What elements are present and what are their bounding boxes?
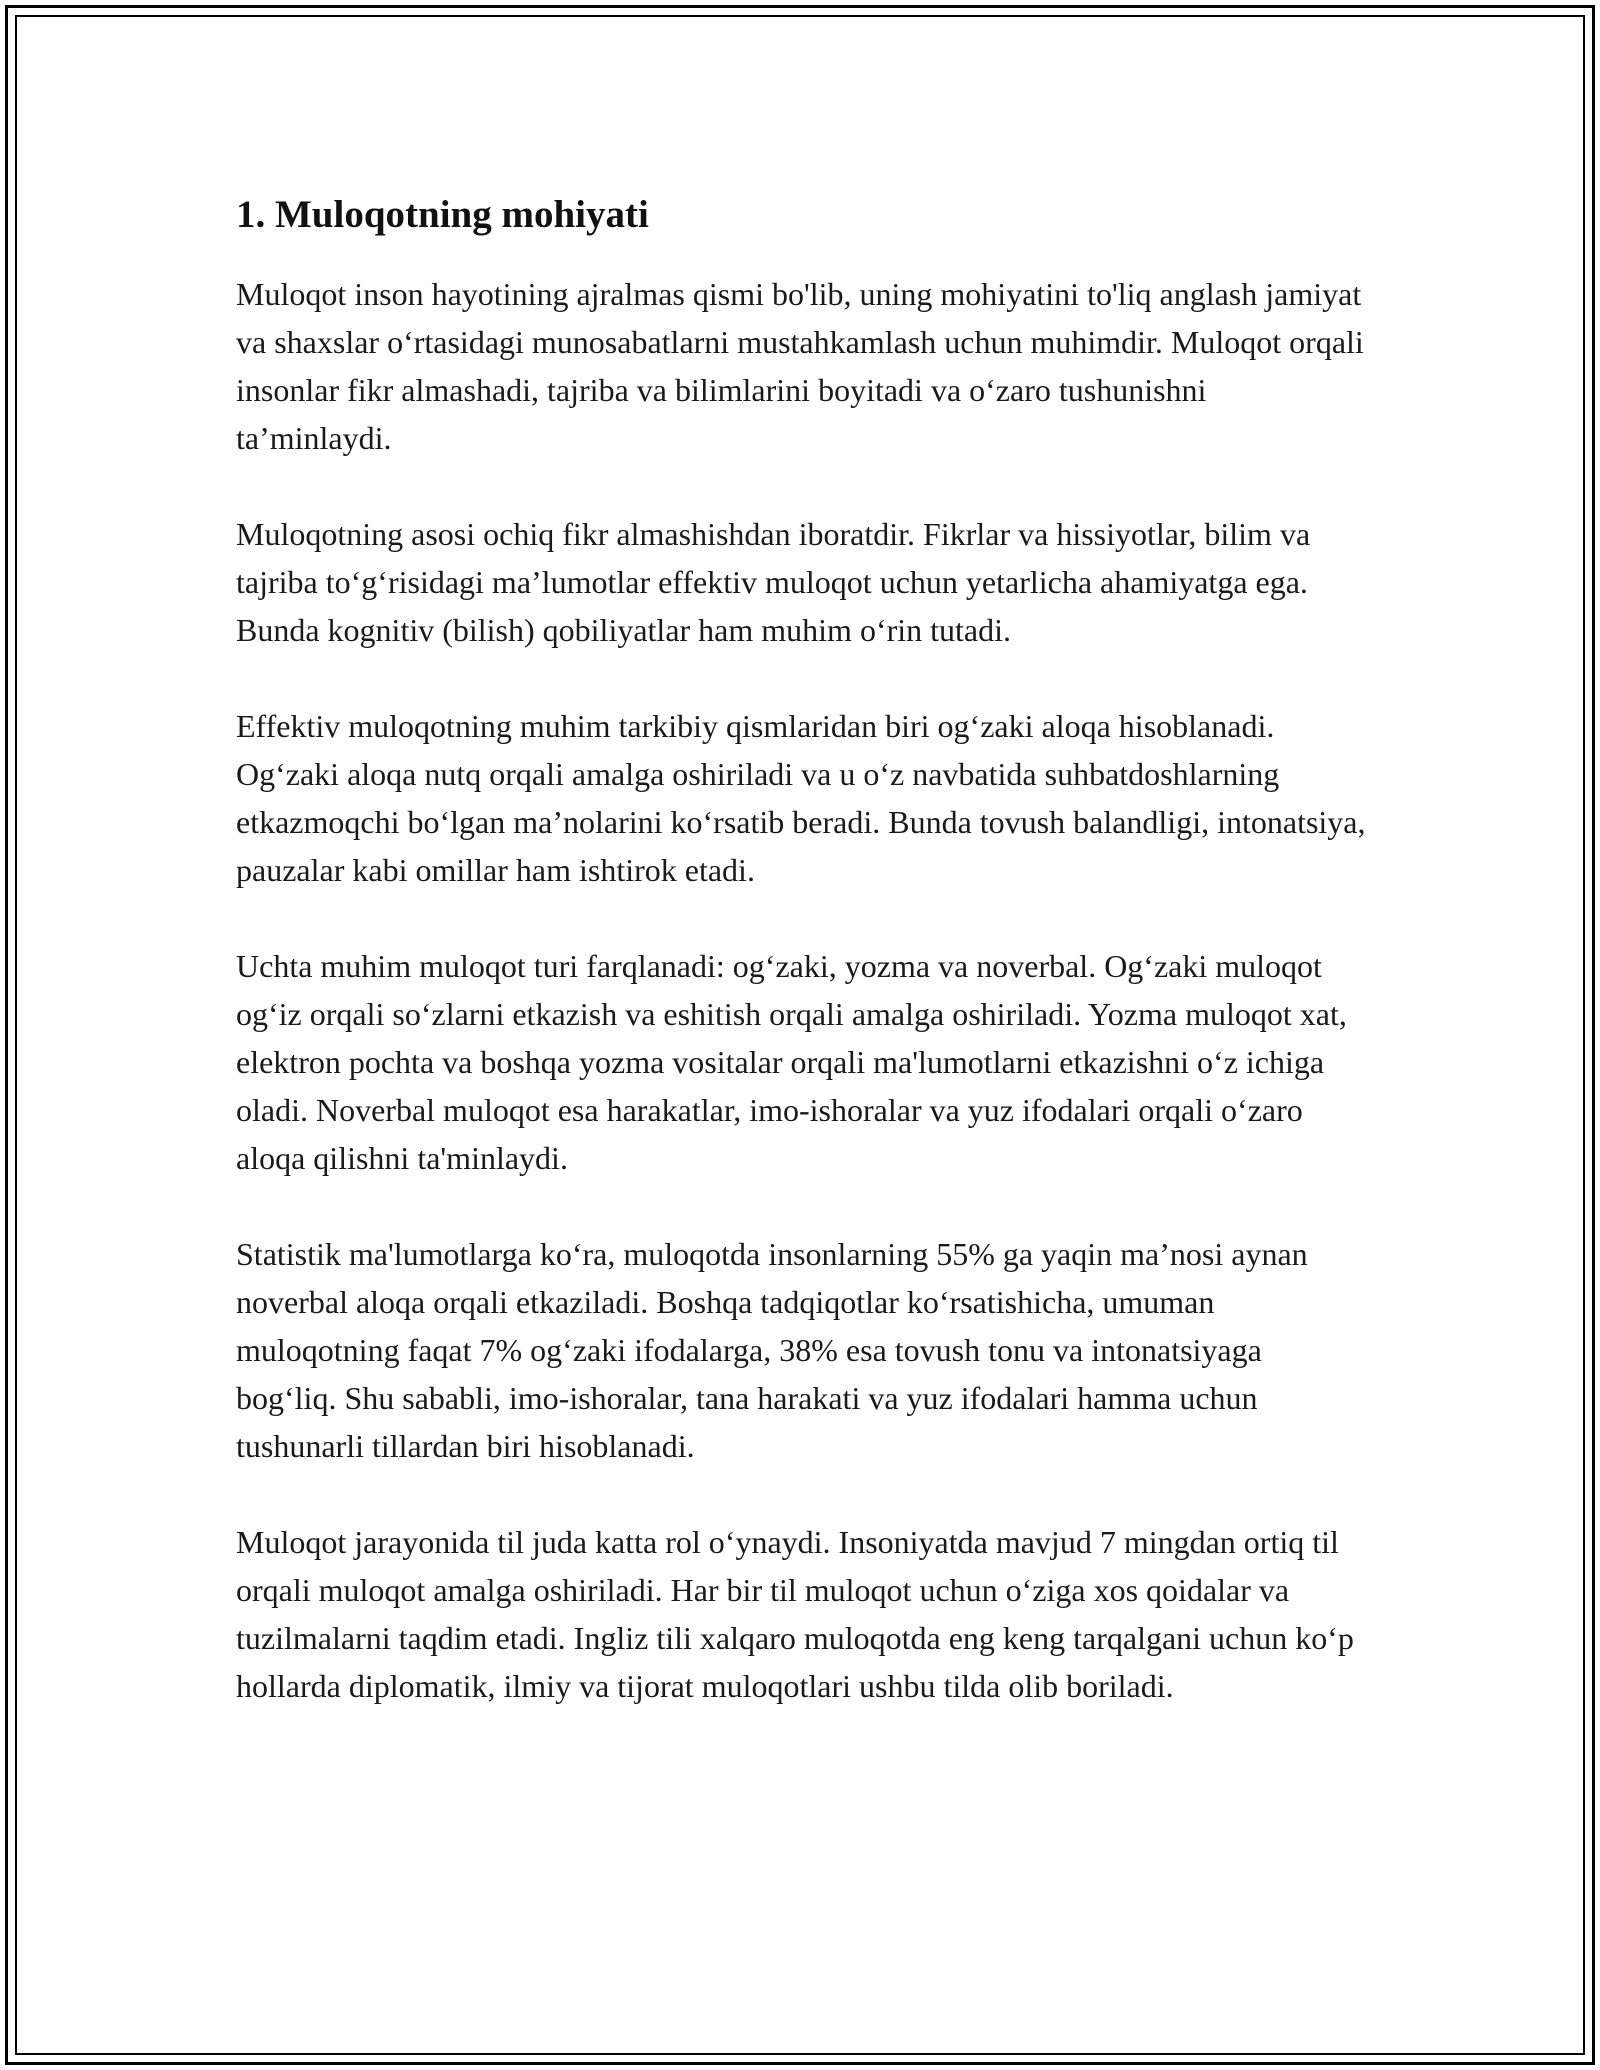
paragraph-open-exchange: Muloqotning asosi ochiq fikr almashishdan iboratdir. Fikrlar va hissiyotlar, bilim va tajriba to‘g‘risidagi ma’lumotlar effektiv muloqot uchun yetarlicha ahamiyatga ega. Bunda kognitiv (bilish) qobiliyatlar ham muhim o‘rin tutadi. [236,516,1311,648]
paragraph-role-of-language: Muloqot jarayonida til juda katta rol o‘ynaydi. Insoniyatda mavjud 7 mingdan ortiq til orqali muloqot amalga oshiriladi. Har bir til muloqot uchun o‘ziga xos qoidalar va tuzilmalarni taqdim etadi. Ingliz tili xalqaro muloqotda eng keng tarqalgani uchun ko‘p hollarda diplomatik, ilmiy va tijorat muloqotlari ushbu tilda olib boriladi. [236,1524,1354,1704]
paragraph-essence-of-communication: Muloqot inson hayotining ajralmas qismi bo'lib, uning mohiyatini to'liq anglash jamiyat va shaxslar o‘rtasidagi munosabatlarni mustahkamlash uchun muhimdir. Muloqot orqali insonlar fikr almashadi, tajriba va bilimlarini boyitadi va o‘zaro tushunishni ta’minlaydi. [236,276,1364,456]
section-heading: 1. Muloqotning mohiyati [236,193,649,236]
document-body [236,188,1366,1758]
paragraph-verbal-communication: Effektiv muloqotning muhim tarkibiy qismlaridan biri og‘zaki aloqa hisoblanadi. Og‘zaki aloqa nutq orqali amalga oshiriladi va u o‘z navbatida suhbatdoshlarning etkazmoqchi bo‘lgan ma’nolarini ko‘rsatib beradi. Bunda tovush balandligi, intonatsiya, pauzalar kabi omillar ham ishtirok etadi. [236,708,1366,888]
paragraph-statistics: Statistik ma'lumotlarga ko‘ra, muloqotda insonlarning 55% ga yaqin ma’nosi aynan noverbal aloqa orqali etkaziladi. Boshqa tadqiqotlar ko‘rsatishicha, umuman muloqotning faqat 7% og‘zaki ifodalarga, 38% esa tovush tonu va intonatsiyaga bog‘liq. Shu sababli, imo-ishoralar, tana harakati va yuz ifodalari hamma uchun tushunarli tillardan biri hisoblanadi. [236,1236,1308,1464]
paragraph-communication-types: Uchta muhim muloqot turi farqlanadi: og‘zaki, yozma va noverbal. Og‘zaki muloqot og‘iz orqali so‘zlarni etkazish va eshitish orqali amalga oshiriladi. Yozma muloqot xat, elektron pochta va boshqa yozma vositalar orqali ma'lumotlarni etkazishni o‘z ichiga oladi. Noverbal muloqot esa harakatlar, imo-ishoralar va yuz ifodalari orqali o‘zaro aloqa qilishni ta'minlaydi. [236,948,1347,1176]
